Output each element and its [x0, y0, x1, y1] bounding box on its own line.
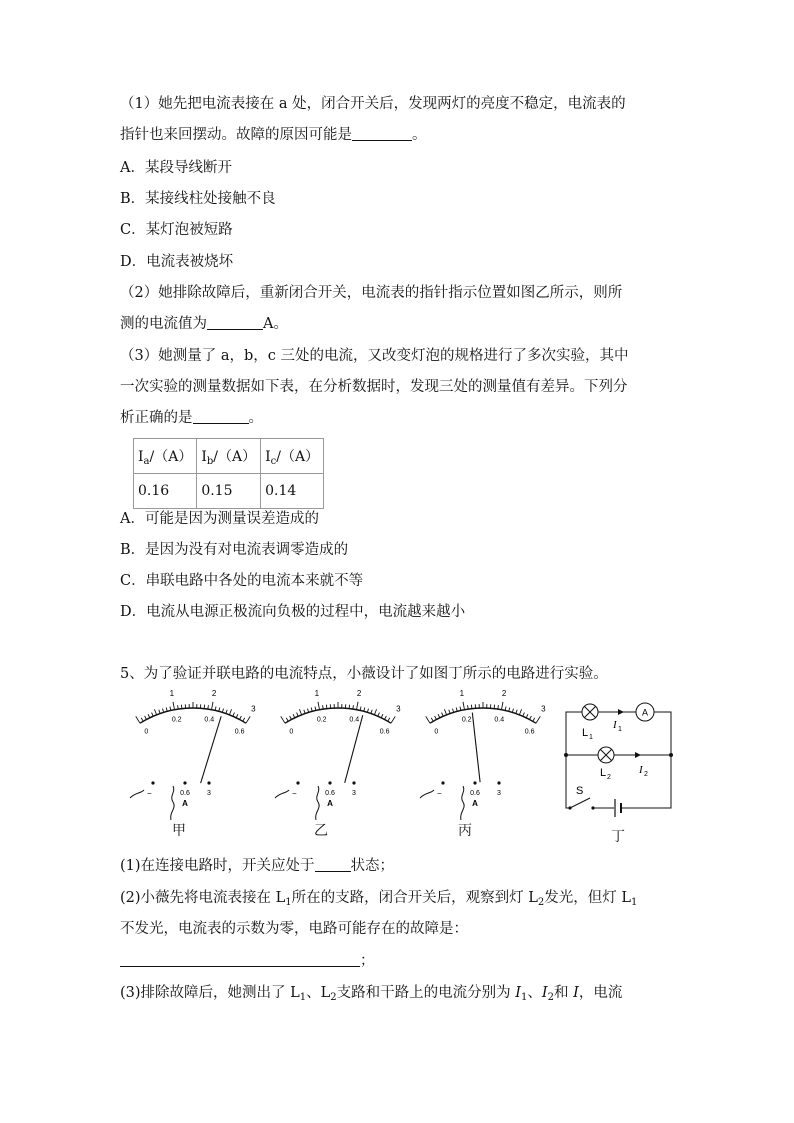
meter-tick	[536, 716, 540, 723]
meter-tick	[516, 710, 517, 714]
circuit-node	[564, 753, 568, 757]
q1-line1: （1）她先把电流表接在 a 处，闭合开关后，发现两灯的亮度不稳定，电流表的	[120, 96, 626, 112]
meter-term-minus: −	[437, 789, 442, 798]
header-ib: $I_b/(A)$	[197, 439, 261, 474]
figure-ammeters-circuit	[118, 688, 688, 849]
meter-tick	[530, 716, 532, 720]
meter-tick	[229, 709, 231, 715]
meter-tick	[502, 702, 503, 710]
meter-term-3: 3	[352, 790, 356, 797]
label-i2: I	[639, 764, 643, 776]
meter-tick	[374, 709, 376, 715]
meter-tick	[307, 709, 308, 713]
meter-tick	[523, 713, 525, 717]
q3-line3: 析正确的是 。	[120, 410, 263, 426]
meter-tick	[290, 716, 292, 720]
meter-term-minus: −	[147, 789, 152, 798]
value-ia: 0.16	[134, 474, 197, 509]
q3-option-a: A．可能是因为测量误差造成的	[120, 511, 319, 527]
meter-tick	[388, 718, 390, 721]
meter-label-top: 3	[396, 704, 401, 714]
caption-bing: 丙	[458, 823, 472, 839]
meter-tick	[318, 702, 319, 710]
q1-line2: 指针也来回摆动。故障的原因可能是 。	[120, 127, 427, 143]
meter-wire	[420, 786, 464, 820]
meter-tick	[243, 718, 245, 721]
meter-label-bottom: 0.2	[316, 716, 327, 724]
meter-tick	[208, 705, 209, 709]
q3-line2: 一次实验的测量数据如下表，在分析数据时，发现三处的测量值有差异。下列分	[120, 379, 628, 395]
meter-terminal-dot	[207, 781, 210, 784]
value-ib: 0.15	[197, 474, 261, 509]
header-ia: $I_a/(A)$	[134, 439, 197, 474]
meter-tick	[233, 713, 235, 717]
figure-svg	[118, 688, 688, 845]
meter-tick	[381, 714, 383, 718]
meter-tick	[281, 716, 285, 723]
table-header-row	[134, 439, 324, 474]
meter-terminal-dot	[352, 781, 355, 784]
current-arrow-i2	[635, 752, 641, 758]
meter-term-3: 3	[497, 790, 501, 797]
meter-label-zero: 0	[434, 728, 439, 736]
meter-tick	[159, 710, 160, 714]
meter-tick	[286, 718, 288, 721]
meter-terminal-dot	[441, 781, 444, 784]
meter-tick	[512, 709, 513, 713]
meter-term-06: 0.6	[325, 790, 335, 797]
q1-option-c: C．某灯泡被短路	[120, 222, 233, 238]
meter-wire	[130, 786, 174, 820]
ammeter-symbol-label: A	[641, 707, 649, 718]
meter-tick	[385, 716, 387, 720]
meter-tick	[226, 710, 227, 714]
meter-terminal-dot	[183, 781, 186, 784]
q1-option-b: B．某接线柱处接触不良	[120, 191, 276, 207]
q5-title: 5、为了验证并联电路的电流特点，小薇设计了如图丁所示的电路进行实验。	[120, 666, 608, 682]
label-i2-sub: 2	[644, 771, 648, 778]
q3-option-d: D．电流从电源正极流向负极的过程中，电流越来越小	[120, 604, 466, 620]
meter-label-top: 1	[169, 688, 175, 698]
meter-label-zero: 0	[144, 728, 149, 736]
caption-yi: 乙	[314, 823, 328, 839]
meter-term-A: A	[182, 799, 188, 808]
meter-tick	[526, 714, 528, 718]
label-switch: S	[576, 785, 584, 797]
meter-terminal-dot	[151, 781, 154, 784]
meter-tick	[178, 705, 179, 709]
meter-scale-arc	[140, 708, 246, 723]
meter-tick	[509, 708, 510, 712]
meter-needle	[472, 713, 480, 783]
table-row	[134, 474, 324, 509]
meter-wire	[275, 786, 319, 820]
current-arrow-i1	[618, 709, 624, 715]
meter-terminal-dot	[473, 781, 476, 784]
meter-term-06: 0.6	[470, 790, 480, 797]
meter-tick	[154, 709, 156, 715]
meter-tick	[240, 716, 242, 720]
meter-scale-arc	[430, 708, 536, 723]
meter-tick	[519, 709, 521, 715]
measurement-table	[133, 438, 324, 509]
meter-tick	[456, 708, 457, 712]
q3-line1: （3）她测量了 a，b，c 三处的电流，又改变灯泡的规格进行了多次实验，其中	[120, 348, 629, 364]
meter-needle	[201, 716, 222, 783]
q3-option-b: B．是因为没有对电流表调零造成的	[120, 542, 349, 558]
meter-tick	[323, 705, 324, 709]
q1-option-a: A．某段导线断开	[120, 160, 232, 176]
q1-option-d: D．电流表被烧坏	[120, 254, 234, 270]
meter-tick	[357, 702, 358, 710]
meter-label-bottom: 0.2	[171, 716, 182, 724]
meter-tick	[498, 705, 499, 709]
meter-tick	[452, 709, 453, 713]
meter-tick	[435, 716, 437, 720]
meter-tick	[438, 714, 440, 718]
value-ic: 0.14	[261, 474, 324, 509]
circuit-node	[669, 753, 673, 757]
meter-tick	[299, 709, 301, 715]
header-ic: $I_c/(A)$	[261, 439, 324, 474]
meter-tick	[367, 709, 368, 713]
meter-tick	[431, 718, 433, 721]
q3-option-c: C．串联电路中各处的电流本来就不等	[120, 573, 364, 589]
meter-term-3: 3	[207, 790, 211, 797]
meter-scale-arc	[285, 708, 391, 723]
meter-tick	[236, 714, 238, 718]
q5-p1-blank[interactable]	[315, 856, 351, 872]
meter-tick	[152, 713, 154, 717]
q3-answer-blank[interactable]	[193, 408, 249, 424]
meter-needle	[345, 715, 363, 783]
meter-tick	[364, 708, 365, 712]
q5-p2-line3: ；	[120, 951, 375, 971]
meter-term-minus: −	[292, 789, 297, 798]
label-i1-sub: 1	[618, 726, 622, 733]
meter-tick	[468, 705, 469, 709]
meter-tick	[145, 716, 147, 720]
meter-tick	[148, 714, 150, 718]
q5-p2-blank[interactable]	[120, 951, 360, 967]
meter-label-top: 1	[459, 688, 465, 698]
meter-tick	[212, 702, 213, 710]
meter-label-bottom: 0.2	[461, 716, 472, 724]
label-l2: L	[600, 767, 607, 779]
meter-tick	[304, 710, 305, 714]
meter-tick	[222, 709, 223, 713]
meter-tick	[426, 716, 430, 723]
meter-term-A: A	[327, 799, 333, 808]
meter-label-top: 3	[541, 704, 546, 714]
meter-tick	[136, 716, 140, 723]
q2-answer-blank[interactable]	[207, 314, 263, 330]
meter-label-bottom: 0.4	[204, 716, 215, 724]
meter-tick	[162, 709, 163, 713]
meter-tick	[293, 714, 295, 718]
q2-line2: 测的电流值为 A。	[120, 316, 288, 332]
meter-terminal-dot	[328, 781, 331, 784]
meter-term-A: A	[472, 799, 478, 808]
q5-p2-line1: (2)小薇先将电流表接在 $L_1$所在的支路，闭合开关后，观察到灯 $L_2$发光，但灯 $L_1$	[120, 890, 638, 908]
meter-label-top: 2	[501, 688, 507, 698]
meter-tick	[166, 708, 167, 712]
q1-answer-blank[interactable]	[352, 125, 412, 141]
meter-label-bottom: 0.4	[349, 716, 360, 724]
meter-tick	[353, 705, 354, 709]
meter-tick	[246, 716, 250, 723]
meter-label-top: 2	[211, 688, 217, 698]
caption-jia: 甲	[172, 823, 186, 839]
meter-tick	[378, 713, 380, 717]
meter-tick	[173, 702, 174, 710]
label-l1-sub: 1	[589, 734, 593, 741]
meter-label-top: 3	[251, 704, 256, 714]
meter-terminal-dot	[296, 781, 299, 784]
meter-label-bottom: 0.6	[379, 728, 390, 736]
label-l2-sub: 2	[607, 774, 611, 781]
meter-tick	[297, 713, 299, 717]
meter-tick	[391, 716, 395, 723]
meter-tick	[141, 718, 143, 721]
meter-label-bottom: 0.6	[234, 728, 245, 736]
meter-tick	[442, 713, 444, 717]
meter-tick	[444, 709, 446, 715]
meter-label-bottom: 0.4	[494, 716, 505, 724]
q5-p3: (3)排除故障后，她测出了 $L_1$、$L_2$支路和干路上的电流分别为 $I_1$、$I_2$和 I，电流	[120, 985, 623, 1003]
switch-contact	[591, 806, 594, 809]
label-i1: I	[613, 719, 617, 731]
meter-tick	[219, 708, 220, 712]
meter-label-bottom: 0.6	[524, 728, 535, 736]
label-l1: L	[582, 727, 589, 739]
switch-gap	[568, 804, 594, 812]
q5-p2-line2: 不发光，电流表的示数为零，电路可能存在的故障是：	[120, 921, 468, 937]
meter-tick	[463, 702, 464, 710]
meter-terminal-dot	[497, 781, 500, 784]
caption-ding: 丁	[611, 829, 625, 845]
meter-label-zero: 0	[289, 728, 294, 736]
meter-tick	[371, 710, 372, 714]
meter-tick	[449, 710, 450, 714]
meter-label-top: 2	[356, 688, 362, 698]
meter-label-top: 1	[314, 688, 320, 698]
q2-line1: （2）她排除故障后，重新闭合开关，电流表的指针指示位置如图乙所示，则所	[120, 285, 623, 301]
q5-p1: (1)在连接电路时，开关应处于 状态；	[120, 858, 395, 874]
meter-tick	[311, 708, 312, 712]
meter-term-06: 0.6	[180, 790, 190, 797]
meter-tick	[533, 718, 535, 721]
